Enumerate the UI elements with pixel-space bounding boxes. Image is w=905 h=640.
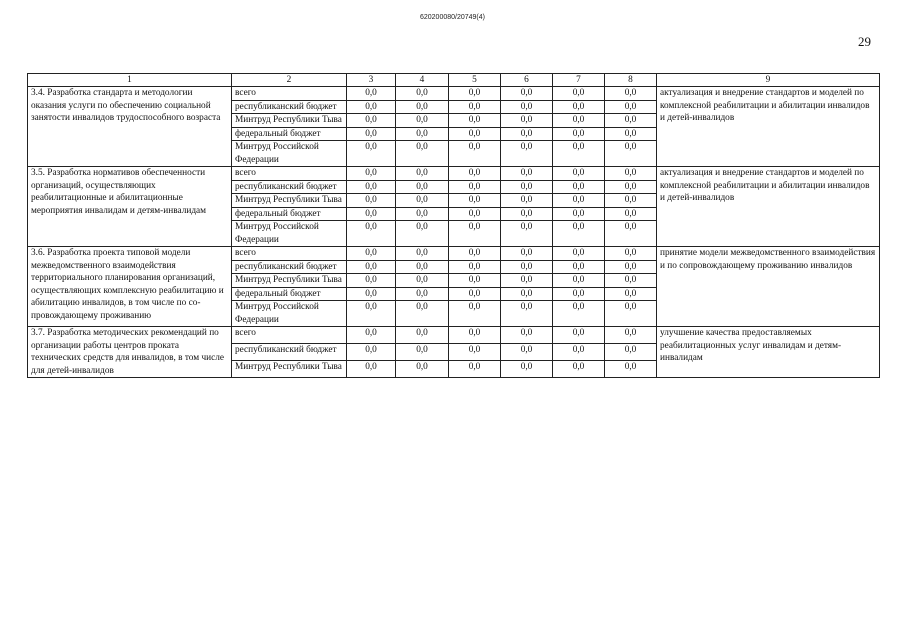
amount-cell: 0,0 [501,301,553,327]
amount-cell: 0,0 [347,127,396,141]
amount-cell: 0,0 [396,274,449,288]
amount-cell: 0,0 [553,361,605,378]
amount-cell: 0,0 [449,301,501,327]
expected-result: актуализация и внедрение стандартов и моделей по комплексной реабилитации и абилитации инвалидов и детей-инвалидов [657,167,880,247]
amount-cell: 0,0 [605,361,657,378]
amount-cell: 0,0 [553,180,605,194]
amount-cell: 0,0 [449,194,501,208]
amount-cell: 0,0 [347,287,396,301]
amount-cell: 0,0 [347,221,396,247]
amount-cell: 0,0 [605,100,657,114]
amount-cell: 0,0 [449,141,501,167]
amount-cell: 0,0 [347,247,396,261]
funding-source: всего [232,247,347,261]
table-row [28,327,880,344]
table-row [28,167,880,181]
amount-cell: 0,0 [501,274,553,288]
amount-cell: 0,0 [501,327,553,344]
funding-source: республиканский бюджет [232,344,347,361]
amount-cell: 0,0 [449,207,501,221]
column-number: 2 [232,74,347,87]
amount-cell: 0,0 [347,327,396,344]
amount-cell: 0,0 [605,180,657,194]
document-id: 620200080/20749(4) [419,14,485,21]
amount-cell: 0,0 [605,344,657,361]
amount-cell: 0,0 [605,127,657,141]
funding-source: федеральный бюджет [232,127,347,141]
amount-cell: 0,0 [396,301,449,327]
amount-cell: 0,0 [605,274,657,288]
amount-cell: 0,0 [605,287,657,301]
amount-cell: 0,0 [449,180,501,194]
amount-cell: 0,0 [605,114,657,128]
amount-cell: 0,0 [396,344,449,361]
amount-cell: 0,0 [501,221,553,247]
column-number-row [28,74,880,87]
amount-cell: 0,0 [501,207,553,221]
amount-cell: 0,0 [396,194,449,208]
amount-cell: 0,0 [501,141,553,167]
amount-cell: 0,0 [347,141,396,167]
amount-cell: 0,0 [501,87,553,101]
amount-cell: 0,0 [553,301,605,327]
funding-source: Минтруд Республики Тыва [232,194,347,208]
funding-source: всего [232,167,347,181]
table-row [28,247,880,261]
expected-result: принятие модели межведомственного взаимодействия и по сопровождающему проживанию инвалидов [657,247,880,327]
amount-cell: 0,0 [501,180,553,194]
amount-cell: 0,0 [449,100,501,114]
amount-cell: 0,0 [553,114,605,128]
amount-cell: 0,0 [553,260,605,274]
amount-cell: 0,0 [347,260,396,274]
amount-cell: 0,0 [396,127,449,141]
amount-cell: 0,0 [501,167,553,181]
funding-source: Минтруд Российской Федерации [232,141,347,167]
amount-cell: 0,0 [396,180,449,194]
activity-description: 3.5. Разработка нормативов обеспеченности организаций, осуществляющих реабилитационные и абилитационные мероприятия инвалидам и детям-инвалидам [28,167,232,247]
funding-source: республиканский бюджет [232,180,347,194]
amount-cell: 0,0 [449,260,501,274]
amount-cell: 0,0 [605,167,657,181]
column-number: 7 [553,74,605,87]
amount-cell: 0,0 [553,207,605,221]
amount-cell: 0,0 [449,221,501,247]
amount-cell: 0,0 [396,114,449,128]
expected-result: актуализация и внедрение стандартов и моделей по комплексной реабилитации и абилитации инвалидов и детей-инвалидов [657,87,880,167]
activity-description: 3.7. Разработка методических рекомендаций по организации работы центров проката технических средств для инвалидов, в том числе для детей-инвалидов [28,327,232,378]
amount-cell: 0,0 [347,207,396,221]
column-number: 9 [657,74,880,87]
activity-description: 3.4. Разработка стандарта и методологии оказания услуги по обеспечению социальной занятости инвалидов трудоспособного возраста [28,87,232,167]
table-body [28,74,880,378]
amount-cell: 0,0 [605,207,657,221]
amount-cell: 0,0 [605,327,657,344]
amount-cell: 0,0 [449,287,501,301]
amount-cell: 0,0 [449,167,501,181]
amount-cell: 0,0 [553,167,605,181]
amount-cell: 0,0 [501,361,553,378]
page-number: 29 [858,34,871,49]
amount-cell: 0,0 [605,260,657,274]
amount-cell: 0,0 [347,180,396,194]
amount-cell: 0,0 [553,221,605,247]
funding-source: федеральный бюджет [232,287,347,301]
funding-source: Минтруд Республики Тыва [232,361,347,378]
amount-cell: 0,0 [501,260,553,274]
amount-cell: 0,0 [347,194,396,208]
amount-cell: 0,0 [501,194,553,208]
expected-result: улучшение качества предоставляемых реабилитационных услуг инвалидам и детям-инвалидам [657,327,880,378]
amount-cell: 0,0 [449,274,501,288]
amount-cell: 0,0 [347,167,396,181]
amount-cell: 0,0 [449,327,501,344]
amount-cell: 0,0 [396,327,449,344]
amount-cell: 0,0 [347,100,396,114]
column-number: 5 [449,74,501,87]
amount-cell: 0,0 [553,194,605,208]
funding-source: федеральный бюджет [232,207,347,221]
amount-cell: 0,0 [501,127,553,141]
amount-cell: 0,0 [553,127,605,141]
funding-source: Минтруд Республики Тыва [232,274,347,288]
amount-cell: 0,0 [396,100,449,114]
amount-cell: 0,0 [605,194,657,208]
amount-cell: 0,0 [347,301,396,327]
amount-cell: 0,0 [449,114,501,128]
amount-cell: 0,0 [347,87,396,101]
amount-cell: 0,0 [396,221,449,247]
amount-cell: 0,0 [449,344,501,361]
amount-cell: 0,0 [605,247,657,261]
amount-cell: 0,0 [553,287,605,301]
table-row [28,87,880,101]
amount-cell: 0,0 [553,141,605,167]
amount-cell: 0,0 [605,141,657,167]
amount-cell: 0,0 [396,287,449,301]
amount-cell: 0,0 [396,167,449,181]
amount-cell: 0,0 [396,141,449,167]
funding-source: всего [232,87,347,101]
amount-cell: 0,0 [501,287,553,301]
amount-cell: 0,0 [347,274,396,288]
column-number: 1 [28,74,232,87]
amount-cell: 0,0 [501,344,553,361]
activity-description: 3.6. Разработка проекта типовой модели межведомственного взаимодействия территориального планирования организаций, осуществляющих комплексную реабилитацию и абилитацию инвалидов, в том числе по сопровождающему проживанию [28,247,232,327]
amount-cell: 0,0 [396,260,449,274]
amount-cell: 0,0 [501,100,553,114]
column-number: 8 [605,74,657,87]
column-number: 4 [396,74,449,87]
amount-cell: 0,0 [347,361,396,378]
amount-cell: 0,0 [449,361,501,378]
amount-cell: 0,0 [553,247,605,261]
amount-cell: 0,0 [449,87,501,101]
amount-cell: 0,0 [605,87,657,101]
funding-source: всего [232,327,347,344]
amount-cell: 0,0 [553,344,605,361]
amount-cell: 0,0 [347,344,396,361]
amount-cell: 0,0 [605,221,657,247]
column-number: 3 [347,74,396,87]
amount-cell: 0,0 [347,114,396,128]
amount-cell: 0,0 [553,100,605,114]
amount-cell: 0,0 [553,327,605,344]
amount-cell: 0,0 [501,247,553,261]
amount-cell: 0,0 [396,247,449,261]
amount-cell: 0,0 [449,127,501,141]
amount-cell: 0,0 [501,114,553,128]
amount-cell: 0,0 [553,274,605,288]
amount-cell: 0,0 [605,301,657,327]
amount-cell: 0,0 [396,87,449,101]
budget-table [27,73,880,378]
funding-source: республиканский бюджет [232,260,347,274]
amount-cell: 0,0 [553,87,605,101]
amount-cell: 0,0 [396,361,449,378]
funding-source: Минтруд Российской Федерации [232,221,347,247]
amount-cell: 0,0 [449,247,501,261]
funding-source: республиканский бюджет [232,100,347,114]
funding-source: Минтруд Российской Федерации [232,301,347,327]
column-number: 6 [501,74,553,87]
funding-source: Минтруд Республики Тыва [232,114,347,128]
amount-cell: 0,0 [396,207,449,221]
